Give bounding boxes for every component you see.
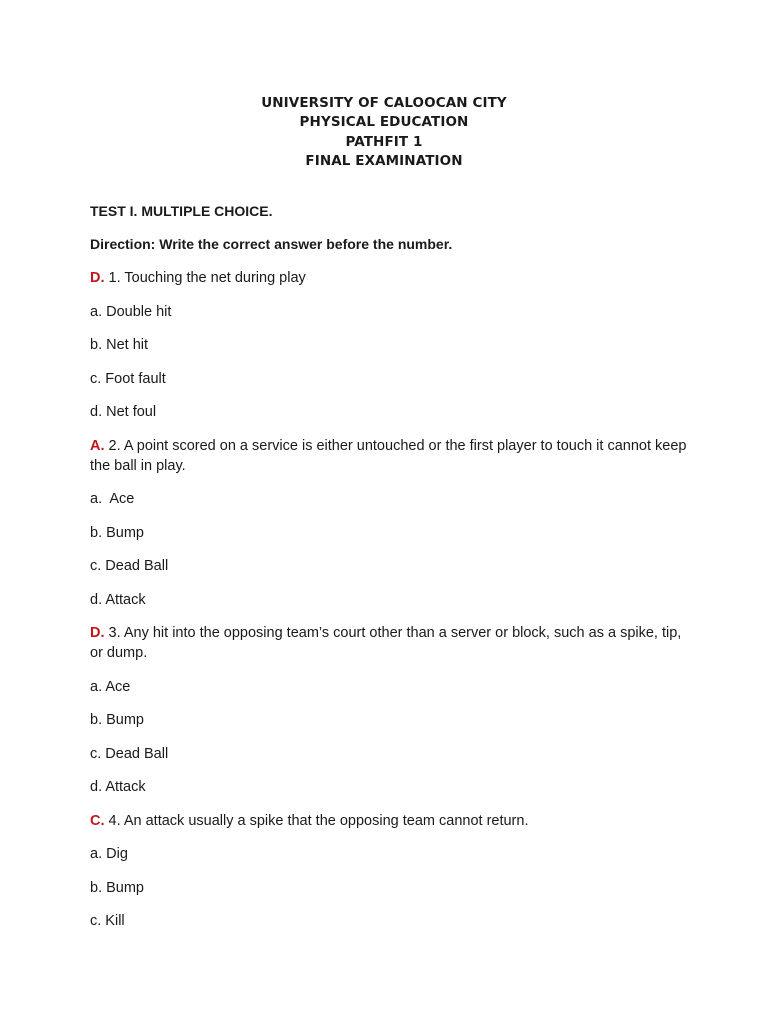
question-text: 1. Touching the net during play — [104, 270, 306, 286]
option-a: a. Ace — [90, 678, 131, 695]
option-d: d. Attack — [90, 591, 146, 608]
option-d: d. Net foul — [90, 404, 157, 420]
option-b: b. Bump — [90, 712, 144, 728]
option-b: b. Bump — [90, 879, 144, 896]
option-b: b. Bump — [90, 524, 144, 541]
option-c: c. Dead Ball — [90, 558, 169, 574]
test-direction: Direction: Write the correct answer before the number. — [90, 236, 453, 252]
question-2 — [90, 436, 690, 476]
course-code: PATHFIT 1 — [345, 133, 423, 150]
question-4 — [90, 811, 690, 831]
department-name: PHYSICAL EDUCATION — [299, 114, 469, 131]
option-d: d. Attack — [90, 779, 146, 795]
university-name: UNIVERSITY OF CALOOCAN CITY — [261, 95, 507, 111]
question-1 — [90, 268, 690, 288]
question-3 — [90, 623, 690, 663]
answer-mark: A. — [90, 437, 105, 454]
option-c: c. Foot fault — [90, 370, 166, 387]
option-b: b. Net hit — [90, 337, 149, 353]
exam-title: FINAL EXAMINATION — [305, 152, 463, 169]
option-a: a. Double hit — [90, 303, 172, 320]
answer-mark: C. — [90, 812, 105, 829]
exam-content — [90, 202, 690, 945]
answer-mark: D. — [90, 270, 105, 286]
question-text: 2. A point scored on a service is either untouched or the first player to touch it cannot keep the ball in play. — [90, 437, 687, 474]
question-text: 4. An attack usually a spike that the opposing team cannot return. — [104, 812, 529, 829]
exam-header — [0, 94, 768, 171]
question-text: 3. Any hit into the opposing team’s court other than a server or block, such as a spike, tip, or dump. — [90, 625, 682, 661]
option-c: c. Kill — [90, 913, 125, 929]
option-a: a. Dig — [90, 846, 128, 862]
option-a: a. Ace — [90, 491, 135, 507]
test-title: TEST I. MULTIPLE CHOICE. — [90, 203, 273, 219]
answer-mark: D. — [90, 625, 105, 641]
option-c: c. Dead Ball — [90, 745, 169, 762]
